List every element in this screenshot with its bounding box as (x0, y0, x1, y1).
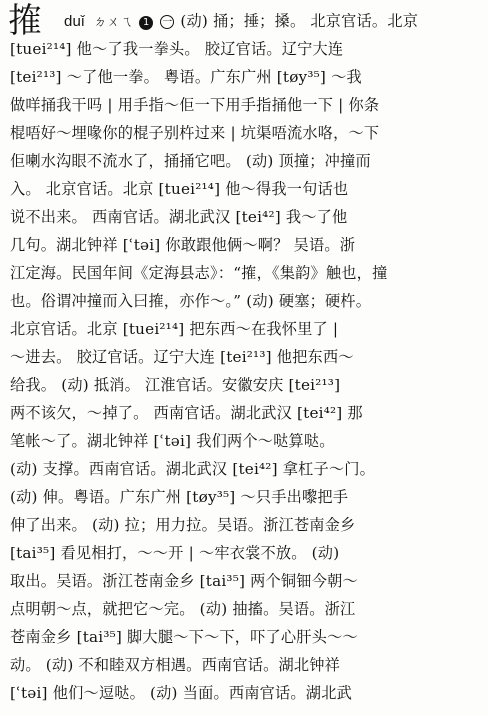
line-text: (动) 伸。粤语。广东广州 [tøy³⁵] ～只手出嚟把手 (10, 488, 349, 506)
sense-number-1-icon: 1 (139, 16, 153, 30)
line-text: [tai³⁵] 看见相打，～～开 | ～牢衣裳不放。 (动) (10, 544, 340, 562)
entry-line-22 (10, 594, 355, 624)
headword (8, 1, 42, 41)
line-text: 北京官话。北京 [tuei²¹⁴] 把东西～在我怀里了 | (10, 320, 339, 338)
entry-line-2 (10, 34, 343, 64)
entry-line-3 (10, 62, 362, 92)
zhuyin: ㄉㄨㄟ (93, 15, 134, 30)
dialect-marker-1-icon: 一 (162, 17, 173, 28)
entry-line-14 (10, 370, 340, 400)
line-text: 取出。吴语。浙江苍南金乡 [tai³⁵] 两个铜钿今朝～ (10, 572, 358, 590)
line-text: 佢喇水沟眼不流水了，捅捅它吧。 (动) 顶撞；冲撞而 (10, 152, 371, 170)
entry-line-4 (10, 90, 379, 120)
entry-line-11 (10, 286, 371, 316)
entry-line-12 (10, 314, 338, 344)
line-text: (动) 支撑。西南官话。湖北武汉 [tei⁴²] 拿杠子～门。 (10, 460, 376, 478)
entry-line-5 (10, 118, 379, 148)
entry-line-16 (10, 426, 335, 456)
entry-line-17 (10, 454, 375, 484)
entry-line-7 (10, 174, 348, 204)
entry-line-25 (10, 678, 352, 708)
line-text: 给我。 (动) 抵消。 江淮官话。安徽安庆 [tei²¹³] (10, 376, 341, 394)
entry-line-18 (10, 482, 348, 512)
entry-line-10 (10, 258, 387, 288)
line-text: 棍唔好～埋喙你的棍子别杵过来 | 坑渠唔流水咯，～下 (10, 124, 380, 142)
pinyin: duǐ (64, 13, 85, 30)
line-text: 做咩捅我干吗 | 用手指～佢一下用手指捅他一下 | 你条 (10, 96, 380, 114)
line-text: [tei²¹³] ～了他一拳。 粤语。广东广州 [tøy³⁵] ～我 (10, 68, 362, 86)
entry-line-8 (10, 202, 347, 232)
line-text: 笔帐～了。湖北钟祥 [ʿtəi] 我们两个～哒算哒。 (10, 432, 335, 450)
entry-line-19 (10, 510, 355, 540)
line-text: 两不该欠，～掉了。 西南官话。湖北武汉 [tei⁴²] 那 (10, 404, 363, 422)
line-text: 苍南金乡 [tai³⁵] 脚大腿～下～下，吓了心肝头～～ (10, 628, 358, 646)
entry-line-1 (58, 6, 418, 36)
entry-line-13 (10, 342, 354, 372)
line-text: 伸了出来。 (动) 拉；用力拉。吴语。浙江苍南金乡 (10, 516, 356, 534)
line-text: 也。俗谓冲撞而入曰搉，亦作～。” (动) 硬塞；硬杵。 (10, 292, 372, 310)
entry-line-9 (10, 230, 355, 260)
line-text: 入。 北京官话。北京 [tuei²¹⁴] 他～得我一句话也 (10, 180, 349, 198)
headword-char: 搉 (8, 1, 42, 41)
line-text: ～进去。 胶辽官话。辽宁大连 [tei²¹³] 他把东西～ (10, 348, 354, 366)
line-text: 点明朝～点，就把它～完。 (动) 抽搐。吴语。浙江 (10, 600, 356, 618)
line-text: [tuei²¹⁴] 他～了我一拳头。 胶辽官话。辽宁大连 (10, 40, 344, 58)
entry-line-23 (10, 622, 358, 652)
entry-line-24 (10, 650, 340, 680)
entry-line-21 (10, 566, 358, 596)
line-text: 几句。湖北钟祥 [ʿtəi] 你敢跟他俩～啊？ 吴语。浙 (10, 236, 356, 254)
line-text: 动。 (动) 不和睦双方相遇。西南官话。湖北钟祥 (10, 656, 341, 674)
line-text: (动) 捅；捶；搡。 北京官话。北京 (180, 12, 419, 30)
line-text: [ʿtəi] 他们～逗哒。 (动) 当面。西南官话。湖北武 (10, 684, 352, 702)
line-text: 江定海。民国年间《定海县志》：“搉，《集韵》触也，撞 (10, 264, 388, 282)
entry-line-20 (10, 538, 339, 568)
entry-line-6 (10, 146, 371, 176)
line-text: 说不出来。 西南官话。湖北武汉 [tei⁴²] 我～了他 (10, 208, 348, 226)
entry-line-15 (10, 398, 363, 428)
